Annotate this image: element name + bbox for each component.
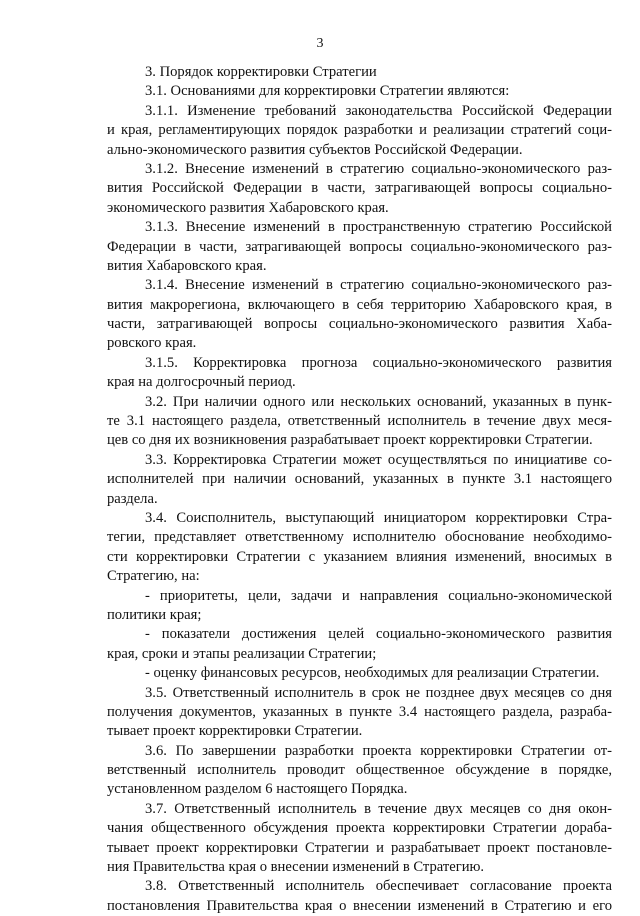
paragraph-line: цев со дня их возникновения разрабатывает проект корректировки Стратегии. — [107, 432, 593, 449]
paragraph-line: 3.1.2. Внесение изменений в стратегию социально-экономического раз- — [145, 160, 612, 177]
paragraph-line: 3.1.4. Внесение изменений в стратегию социально-экономического раз- — [145, 277, 612, 294]
paragraph-line: 3.7. Ответственный исполнитель в течение двух месяцев со дня окон- — [145, 800, 612, 817]
paragraph-line: 3.1. Основаниями для корректировки Стратегии являются: — [145, 83, 510, 100]
paragraph-line: получения документов, указанных в пункте 3.4 настоящего раздела, разраба- — [107, 703, 612, 720]
paragraph-line: ния Правительства края о внесении изменений в Стратегию. — [107, 859, 485, 876]
paragraph-line: установленном разделом 6 настоящего Порядка. — [107, 781, 408, 798]
paragraph-line: 3.1.1. Изменение требований законодательства Российской Федерации — [145, 102, 612, 119]
paragraph-line: тывает проект корректировки Стратегии. — [107, 723, 363, 740]
paragraph-line: 3.8. Ответственный исполнитель обеспечивает согласование проекта — [145, 878, 612, 895]
paragraph-line: и края, регламентирующих порядок разработки и реализации стратегий соци- — [107, 122, 612, 139]
paragraph-line: вития Российской Федерации в части, затрагивающей вопросы социально- — [107, 180, 612, 197]
paragraph-line: вития макрорегиона, включающего в себя территорию Хабаровского края, в — [107, 296, 612, 313]
paragraph-line: экономического развития Хабаровского края. — [107, 199, 389, 216]
paragraph-line: части, затрагивающей вопросы социально-экономического развития Хаба- — [107, 316, 612, 333]
paragraph-line: тегии, представляет ответственному исполнителю обоснование необходимо- — [107, 529, 612, 546]
paragraph-line: 3.2. При наличии одного или нескольких оснований, указанных в пунк- — [145, 393, 612, 410]
list-item-line: - показатели достижения целей социально-экономического развития — [145, 626, 612, 643]
paragraph-line: 3.1.5. Корректировка прогноза социально-экономического развития — [145, 354, 612, 371]
list-item-line: - оценку финансовых ресурсов, необходимых для реализации Стратегии. — [145, 665, 600, 682]
paragraph-line: 3.3. Корректировка Стратегии может осуществляться по инициативе со- — [145, 451, 612, 468]
paragraph-line: сти корректировки Стратегии с указанием влияния изменений, вносимых в — [107, 548, 612, 565]
section-heading: 3. Порядок корректировки Стратегии — [145, 64, 377, 80]
list-item-line: - приоритеты, цели, задачи и направления социально-экономической — [145, 587, 612, 604]
paragraph-line: Стратегию, на: — [107, 568, 200, 585]
paragraph-line: тывает проект корректировки Стратегии и разрабатывает проект постановле- — [107, 839, 612, 856]
paragraph-line: ветственный исполнитель проводит общественное обсуждение в порядке, — [107, 762, 612, 779]
page-number: 3 — [316, 36, 324, 51]
paragraph-line: исполнителей при наличии оснований, указанных в пункте 3.1 настоящего — [107, 471, 612, 488]
document-body — [107, 63, 612, 916]
list-item-line: края, сроки и этапы реализации Стратегии; — [107, 645, 377, 662]
list-item-line: политики края; — [107, 606, 202, 623]
paragraph-line: края на долгосрочный период. — [107, 374, 296, 391]
paragraph-line: 3.1.3. Внесение изменений в пространственную стратегию Российской — [145, 219, 612, 236]
paragraph-line: Федерации в части, затрагивающей вопросы социально-экономического раз- — [107, 238, 612, 255]
paragraph-line: ровского края. — [107, 335, 197, 352]
paragraph-line: 3.5. Ответственный исполнитель в срок не позднее двух месяцев со дня — [145, 684, 612, 701]
paragraph-line: 3.6. По завершении разработки проекта корректировки Стратегии от- — [145, 742, 612, 759]
paragraph-line: вития Хабаровского края. — [107, 257, 267, 274]
paragraph-line: раздела. — [107, 490, 158, 507]
paragraph-line: чания общественного обсуждения проекта корректировки Стратегии дораба- — [107, 820, 612, 837]
paragraph-line: 3.4. Соисполнитель, выступающий инициатором корректировки Стра- — [145, 509, 612, 526]
paragraph-line: ально-экономического развития субъектов Российской Федерации. — [107, 141, 523, 158]
paragraph-line: те 3.1 настоящего раздела, ответственный исполнитель в течение двух меся- — [107, 413, 612, 430]
paragraph-line: постановления Правительства края о внесении изменений в Стратегию и его — [107, 897, 612, 914]
